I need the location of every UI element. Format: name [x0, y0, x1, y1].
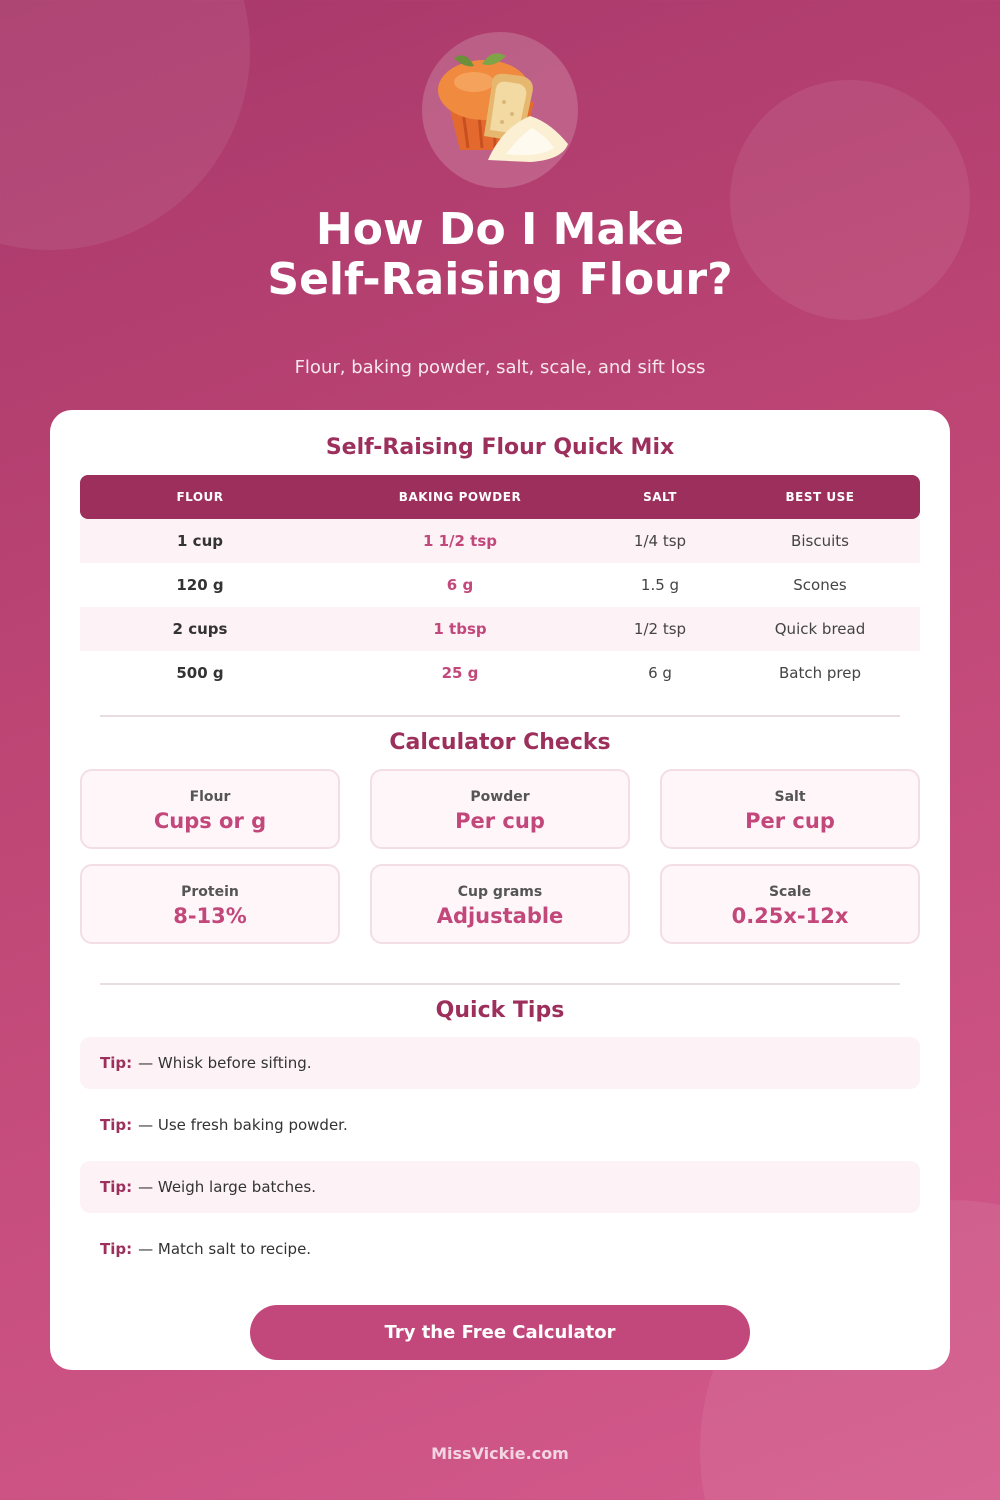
table-cell: 1 cup [177, 532, 223, 550]
check-value: Cups or g [153, 809, 267, 833]
table-cell: 1.5 g [640, 576, 680, 594]
free-calculator-button[interactable]: Try the Free Calculator [250, 1305, 750, 1360]
table-header [80, 475, 920, 519]
table-cell: Quick bread [774, 620, 866, 638]
table-row [80, 519, 920, 563]
table-cell: 2 cups [172, 620, 228, 638]
table-cell: 6 g [648, 664, 672, 682]
table-cell: 1/2 tsp [633, 620, 687, 638]
table-row [80, 607, 920, 651]
table-cell: 1 tbsp [433, 620, 487, 638]
tip-text: — Match salt to recipe. [138, 1240, 312, 1258]
check-value: Per cup [455, 809, 545, 833]
calculator-checks-title: Calculator Checks [389, 730, 611, 755]
check-label: Flour [189, 789, 231, 805]
tip-text: — Whisk before sifting. [138, 1054, 312, 1072]
tip-item [80, 1223, 920, 1275]
tip-label: Tip: [100, 1178, 133, 1196]
table-cell: 500 g [176, 664, 224, 682]
check-value: 0.25x-12x [731, 904, 849, 928]
table-row [80, 563, 920, 607]
tip-text: — Weigh large batches. [138, 1178, 316, 1196]
column-header: FLOUR [176, 490, 224, 504]
table-cell: 6 g [446, 576, 474, 594]
check-label: Scale [768, 884, 812, 900]
tip-item [80, 1161, 920, 1213]
quick-mix-title: Self-Raising Flour Quick Mix [325, 435, 675, 460]
check-value: Adjustable [436, 904, 564, 928]
check-card-flour [80, 769, 340, 849]
table-cell: Biscuits [791, 532, 849, 550]
page-subtitle: Flour, baking powder, salt, scale, and sift loss [294, 357, 706, 378]
tip-item [80, 1099, 920, 1151]
table-cell: 1/4 tsp [633, 532, 687, 550]
check-value: 8-13% [173, 904, 247, 928]
check-label: Cup grams [457, 884, 543, 900]
check-card-protein [80, 864, 340, 944]
table-cell: 25 g [441, 664, 479, 682]
quick-mix-table [80, 475, 920, 695]
tip-label: Tip: [100, 1054, 133, 1072]
check-card-salt [660, 769, 920, 849]
section-divider [100, 983, 900, 985]
column-header: SALT [643, 490, 677, 504]
muffin-flour-icon [422, 32, 578, 188]
check-card-powder [370, 769, 630, 849]
tip-item [80, 1037, 920, 1089]
tip-text: — Use fresh baking powder. [138, 1116, 348, 1134]
check-label: Salt [774, 789, 806, 805]
content-card [50, 410, 950, 1370]
footer-brand[interactable]: MissVickie.com [431, 1444, 569, 1463]
table-cell: 120 g [176, 576, 224, 594]
tip-label: Tip: [100, 1116, 133, 1134]
column-header: BEST USE [785, 490, 855, 504]
quick-tips-title: Quick Tips [435, 998, 565, 1023]
table-cell: Batch prep [779, 664, 861, 682]
check-card-cup-grams [370, 864, 630, 944]
table-row [80, 651, 920, 695]
check-label: Powder [470, 789, 530, 805]
section-divider [100, 715, 900, 717]
table-cell: Scones [793, 576, 847, 594]
tip-label: Tip: [100, 1240, 133, 1258]
check-value: Per cup [745, 809, 835, 833]
table-cell: 1 1/2 tsp [422, 532, 498, 550]
page-title: How Do I Make Self-Raising Flour? [267, 204, 733, 305]
check-card-scale [660, 864, 920, 944]
check-label: Protein [181, 884, 239, 900]
column-header: BAKING POWDER [398, 490, 522, 504]
